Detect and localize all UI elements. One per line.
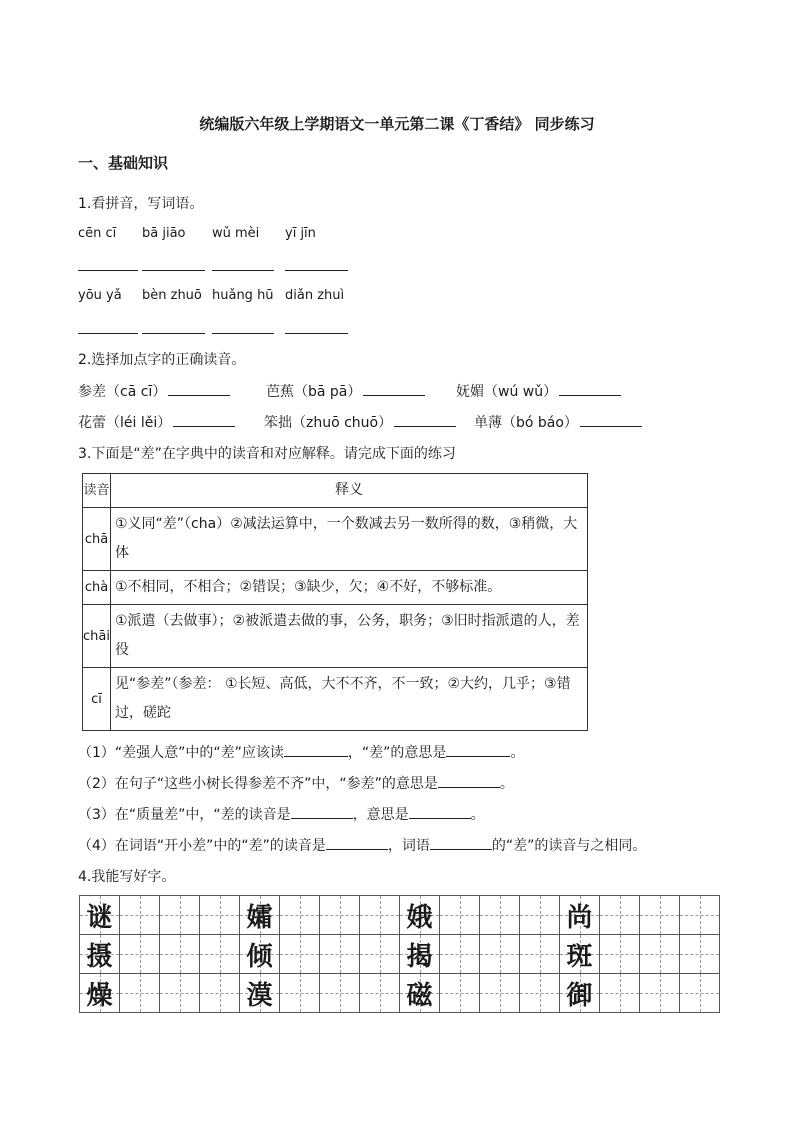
model-char-cell[interactable] xyxy=(239,973,280,1013)
practice-cell[interactable] xyxy=(479,973,520,1013)
meaning-cell: 见“参差”（参差： ①长短、高低，大不不齐，不一致；②大约，几乎；③错过，磋跎 xyxy=(111,668,588,731)
practice-cell[interactable] xyxy=(479,895,520,935)
model-char-cell[interactable] xyxy=(239,895,280,935)
q2-item-1: 参差（cā cī） xyxy=(78,381,230,401)
grid-row xyxy=(80,935,720,974)
practice-cell[interactable] xyxy=(159,973,200,1013)
header-meaning: 释义 xyxy=(111,474,588,508)
q1-pinyin-6: bèn zhuō xyxy=(142,288,202,303)
table-row xyxy=(83,571,588,605)
model-character: 娥 xyxy=(406,902,433,933)
answer-blank[interactable] xyxy=(78,270,138,271)
section-heading: 一、基础知识 xyxy=(78,154,169,172)
practice-cell[interactable] xyxy=(159,895,200,935)
practice-cell[interactable] xyxy=(119,973,160,1013)
q2-item-3: 妩媚（wú wǔ） xyxy=(456,381,621,401)
practice-cell[interactable] xyxy=(679,895,720,935)
practice-cell[interactable] xyxy=(279,973,320,1013)
table-row xyxy=(83,508,588,571)
practice-cell[interactable] xyxy=(519,934,560,974)
q2-prompt: 2.选择加点字的正确读音。 xyxy=(78,352,246,368)
practice-cell[interactable] xyxy=(359,973,400,1013)
reading-cell: chāi xyxy=(83,605,111,668)
answer-blank[interactable] xyxy=(142,270,205,271)
practice-cell[interactable] xyxy=(639,895,680,935)
model-char-cell[interactable] xyxy=(559,895,600,935)
model-character: 谜 xyxy=(86,902,113,933)
q1-pinyin-4: yī jīn xyxy=(285,226,316,241)
q1-pinyin-2: bā jiāo xyxy=(142,226,186,241)
q1-pinyin-5: yōu yǎ xyxy=(78,288,122,303)
q2-item-4: 花蕾（léi lěi） xyxy=(78,412,235,432)
practice-cell[interactable] xyxy=(679,934,720,974)
q2-item-5: 笨拙（zhuō chuō） xyxy=(264,412,456,432)
model-character: 燥 xyxy=(86,980,113,1011)
reading-cell: cī xyxy=(83,668,111,731)
table-header-row xyxy=(83,474,588,508)
q1-pinyin-7: huǎng hū xyxy=(212,288,274,303)
table-row xyxy=(83,605,588,668)
meaning-cell: ①义同“差”（cha）②减法运算中，一个数减去另一数所得的数，③稍微，大体 xyxy=(111,508,588,571)
model-character: 尚 xyxy=(566,902,593,933)
model-char-cell[interactable] xyxy=(399,895,440,935)
answer-blank[interactable] xyxy=(285,333,348,334)
practice-cell[interactable] xyxy=(319,973,360,1013)
practice-cell[interactable] xyxy=(599,895,640,935)
practice-cell[interactable] xyxy=(159,934,200,974)
practice-cell[interactable] xyxy=(319,895,360,935)
model-character: 斑 xyxy=(566,941,593,972)
dictionary-table xyxy=(82,473,588,731)
practice-cell[interactable] xyxy=(199,934,240,974)
practice-cell[interactable] xyxy=(519,895,560,935)
grid-row xyxy=(80,974,720,1013)
model-char-cell[interactable] xyxy=(559,934,600,974)
practice-cell[interactable] xyxy=(439,895,480,935)
q1-pinyin-3: wǔ mèi xyxy=(212,226,260,241)
q4-prompt: 4.我能写好字。 xyxy=(78,869,176,885)
practice-cell[interactable] xyxy=(319,934,360,974)
practice-cell[interactable] xyxy=(639,973,680,1013)
table-row xyxy=(83,668,588,731)
answer-blank[interactable] xyxy=(212,333,274,334)
q1-pinyin-8: diǎn zhuì xyxy=(285,288,345,303)
practice-cell[interactable] xyxy=(119,895,160,935)
model-char-cell[interactable] xyxy=(399,973,440,1013)
q3-sub3: （3）在“质量差”中，“差的读音是 ，意思是 。 xyxy=(78,804,485,824)
answer-blank[interactable] xyxy=(78,333,138,334)
q2-item-6: 单薄（bó báo） xyxy=(474,412,642,432)
practice-cell[interactable] xyxy=(519,973,560,1013)
model-char-cell[interactable] xyxy=(399,934,440,974)
q3-sub4: （4）在词语“开小差”中的“差”的读音是 ，词语 的“差”的读音与之相同。 xyxy=(78,835,646,855)
model-character: 御 xyxy=(566,980,593,1011)
q3-prompt: 3.下面是“差”在字典中的读音和对应解释。请完成下面的练习 xyxy=(78,446,456,462)
model-character: 漠 xyxy=(246,980,273,1011)
q3-sub2: （2）在句子“这些小树长得参差不齐”中，“参差”的意思是 。 xyxy=(78,773,514,793)
practice-cell[interactable] xyxy=(279,895,320,935)
practice-cell[interactable] xyxy=(599,973,640,1013)
answer-blank[interactable] xyxy=(212,270,274,271)
practice-cell[interactable] xyxy=(199,973,240,1013)
page-title: 统编版六年级上学期语文一单元第二课《丁香结》 同步练习 xyxy=(199,115,595,133)
practice-cell[interactable] xyxy=(639,934,680,974)
q1-prompt: 1.看拼音，写词语。 xyxy=(78,196,204,212)
model-char-cell[interactable] xyxy=(79,973,120,1013)
writing-grid xyxy=(80,896,720,1013)
model-character: 磁 xyxy=(406,980,433,1011)
practice-cell[interactable] xyxy=(599,934,640,974)
model-char-cell[interactable] xyxy=(79,895,120,935)
model-character: 摄 xyxy=(86,941,113,972)
q2-item-2: 芭蕉（bā pā） xyxy=(266,381,425,401)
practice-cell[interactable] xyxy=(359,895,400,935)
practice-cell[interactable] xyxy=(119,934,160,974)
model-character: 倾 xyxy=(246,941,273,972)
practice-cell[interactable] xyxy=(479,934,520,974)
model-char-cell[interactable] xyxy=(239,934,280,974)
model-char-cell[interactable] xyxy=(559,973,600,1013)
reading-cell: chā xyxy=(83,508,111,571)
header-reading: 读音 xyxy=(83,474,111,508)
answer-blank[interactable] xyxy=(285,270,348,271)
answer-blank[interactable] xyxy=(142,333,205,334)
q1-pinyin-1: cēn cī xyxy=(78,226,117,241)
practice-cell[interactable] xyxy=(439,973,480,1013)
model-char-cell[interactable] xyxy=(79,934,120,974)
practice-cell[interactable] xyxy=(359,934,400,974)
q3-sub1: （1）“差强人意”中的“差”应该读 ，“差”的意思是 。 xyxy=(78,742,524,762)
practice-cell[interactable] xyxy=(439,934,480,974)
model-character: 揭 xyxy=(406,941,433,972)
grid-row xyxy=(80,896,720,935)
practice-cell[interactable] xyxy=(679,973,720,1013)
meaning-cell: ①派遣（去做事）；②被派遣去做的事，公务，职务；③旧时指派遣的人，差役 xyxy=(111,605,588,668)
practice-cell[interactable] xyxy=(279,934,320,974)
practice-cell[interactable] xyxy=(199,895,240,935)
meaning-cell: ①不相同，不相合；②错误；③缺少，欠；④不好，不够标准。 xyxy=(111,571,588,605)
model-character: 孀 xyxy=(246,902,273,933)
reading-cell: chà xyxy=(83,571,111,605)
